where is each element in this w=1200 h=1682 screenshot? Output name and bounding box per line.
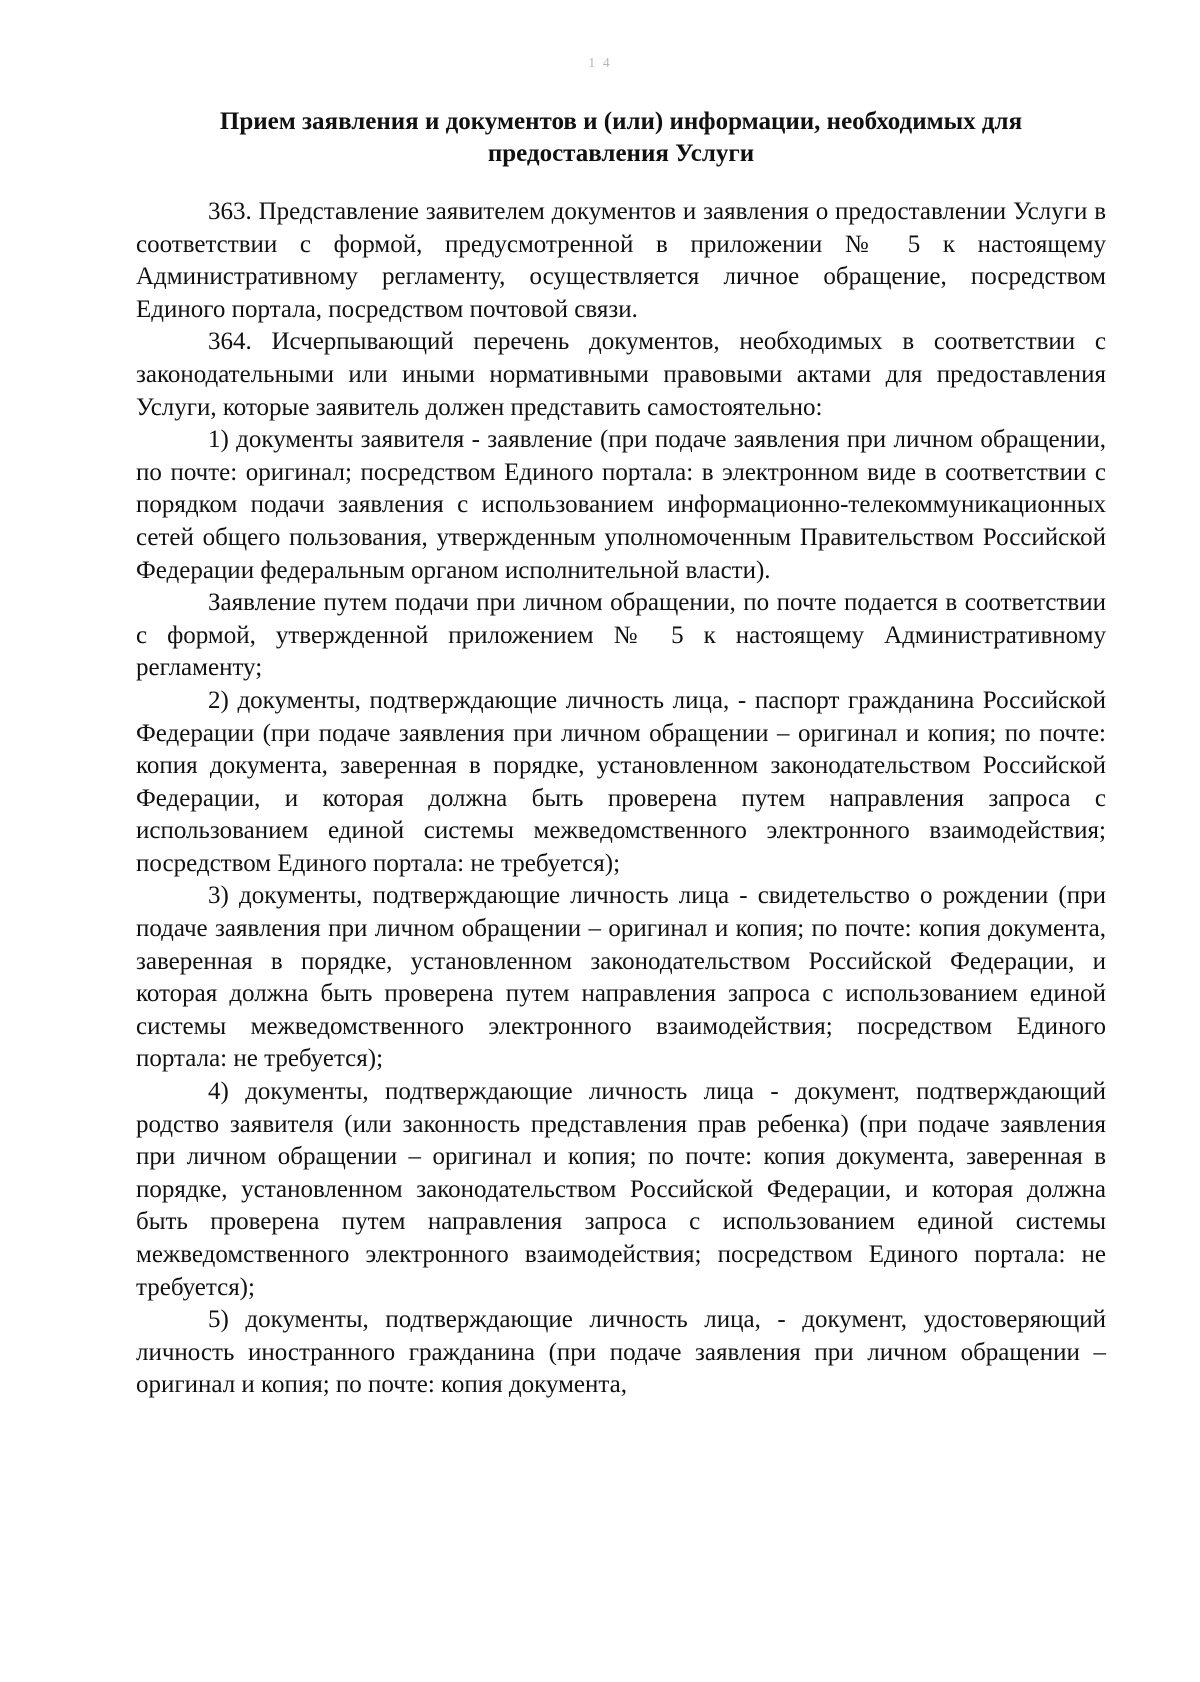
list-item-4: 4) документы, подтверждающие личность лица - документ, подтверждающий родство заявителя (или законность представления прав ребенка) (при подаче заявления при личном обращении – оригинал и копия; по почте: копия документа, заверенная в порядке, установленном законодательством Российской Федерации, и которая должна быть проверена путем направления запроса с использованием единой системы межведомственного электронного взаимодействия; посредством Единого портала: не требуется); [136, 1078, 1106, 1301]
list-item-2: 2) документы, подтверждающие личность лица, - паспорт гражданина Российской Федерации (при подаче заявления при личном обращении – оригинал и копия; по почте: копия документа, заверенная в порядке, установленном законодательством Российской Федерации, и которая должна быть проверена путем направления запроса с использованием единой системы межведомственного электронного взаимодействия; посредством Единого портала: не требуется); [136, 686, 1106, 877]
list-item-1: 1) документы заявителя - заявление (при подаче заявления при личном обращении, по почте: оригинал; посредством Единого портала: в электронном виде в соответствии с порядком подачи заявления с использованием информационно-телекоммуникационных сетей общего пользования, утвержденным уполномоченным Правительством Российской Федерации федеральным органом исполнительной власти). [136, 426, 1106, 584]
page-number: 1 4 [588, 56, 612, 71]
list-item-3: 3) документы, подтверждающие личность лица - свидетельство о рождении (при подаче заявления при личном обращении – оригинал и копия; по почте: копия документа, заверенная в порядке, установленном законодательством Российской Федерации, и которая должна быть проверена путем направления запроса с использованием единой системы межведомственного электронного взаимодействия; посредством Единого портала: не требуется); [136, 882, 1106, 1073]
section-title-line-1: Прием заявления и документов и (или) информации, необходимых для [219, 108, 1023, 135]
document-body [136, 196, 1106, 1402]
application-note: Заявление путем подачи при личном обращении, по почте подается в соответствии с формой, утвержденной приложением № 5 к настоящему Административному регламенту; [136, 589, 1106, 682]
paragraph-364: 364. Исчерпывающий перечень документов, необходимых в соответствии с законодательными или иными нормативными правовыми актами для предоставления Услуги, которые заявитель должен представить самостоятельно: [136, 328, 1106, 421]
section-title [136, 106, 1106, 170]
section-title-line-2: предоставления Услуги [487, 140, 755, 167]
list-item-5: 5) документы, подтверждающие личность лица, - документ, удостоверяющий личность иностранного гражданина (при подаче заявления при личном обращении – оригинал и копия; по почте: копия документа, [136, 1306, 1106, 1399]
paragraph-363: 363. Представление заявителем документов и заявления о предоставлении Услуги в соответствии с формой, предусмотренной в приложении № 5 к настоящему Административному регламенту, осуществляется личное обращение, посредством Единого портала, посредством почтовой связи. [136, 198, 1106, 323]
